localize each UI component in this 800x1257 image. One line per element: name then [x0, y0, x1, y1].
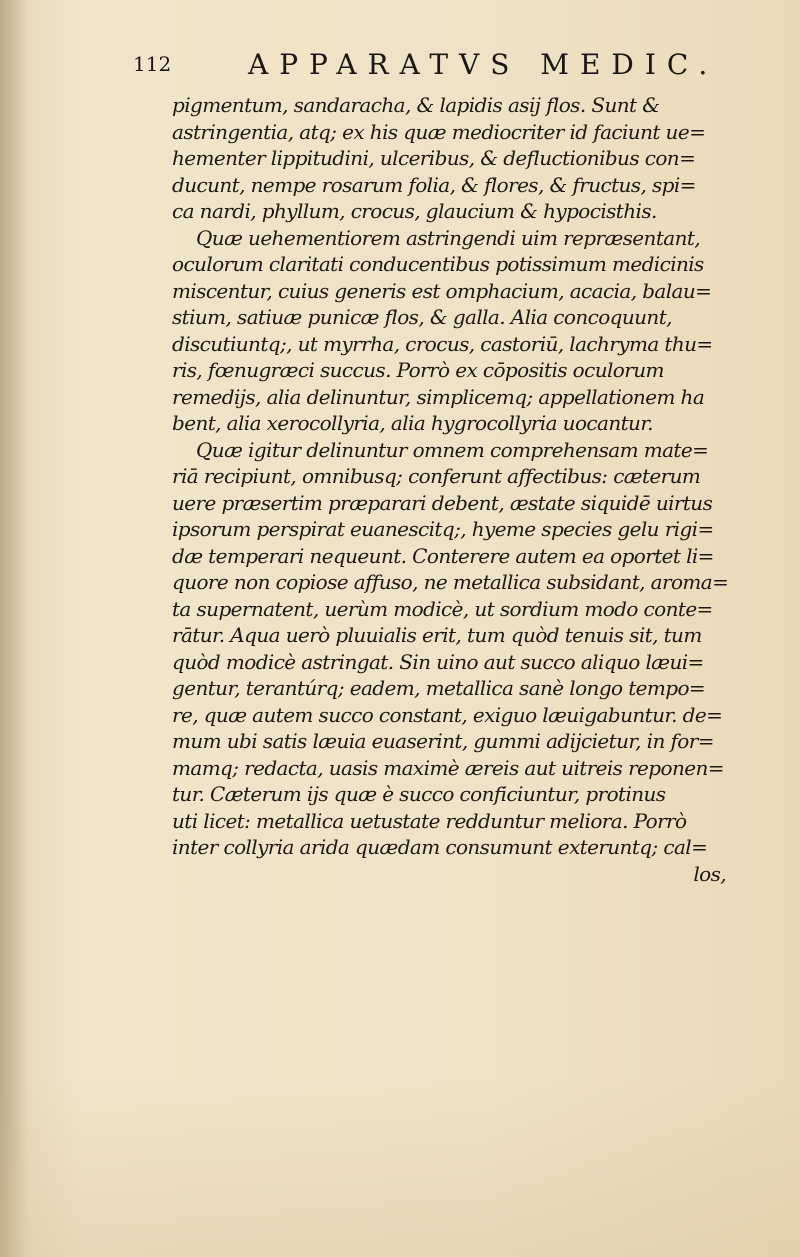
- text-line: tur. Cæterum ijs quæ è succo conficiuntur, protinus: [172, 782, 666, 806]
- text-line: ducunt, nempe rosarum folia, & flores, & fructus, spi=: [172, 172, 696, 197]
- text-line: dæ temperari nequeunt. Conterere autem ea oportet li=: [172, 543, 714, 568]
- gutter-shadow: [0, 0, 28, 1257]
- running-head: APPARATVS MEDIC.: [248, 48, 719, 81]
- text-line: riā recipiunt, omnibusq; conferunt affectibus: cæterum: [172, 464, 701, 488]
- text-line: quore non copiose affuso, ne metallica subsidant, aroma=: [172, 570, 729, 594]
- text-line: mamq; redacta, uasis maximè æreis aut uitreis reponen=: [172, 755, 724, 780]
- text-line: Quæ uehementiorem astringendi uim repræsentant,: [196, 225, 701, 250]
- text-line: ca nardi, phyllum, crocus, glaucium & hypocisthis.: [172, 199, 657, 223]
- text-line: discutiuntq;, ut myrrha, crocus, castoriū, lachryma thu=: [172, 331, 713, 356]
- text-line: remedijs, alia delinuntur, simplicemq; appellationem ha: [172, 384, 705, 409]
- text-line: inter collyria arida quædam consumunt exteruntq; cal=: [172, 835, 708, 859]
- text-line: astringentia, atq; ex his quæ mediocriter id faciunt ue=: [172, 119, 706, 144]
- text-line: rātur. Aqua uerò pluuialis erit, tum quòd tenuis sit, tum: [172, 623, 702, 647]
- text-line: mum ubi satis læuia euaserint, gummi adijcietur, in for=: [172, 729, 714, 753]
- text-line: pigmentum, sandaracha, & lapidis asij flos. Sunt &: [172, 93, 660, 117]
- text-line: ris, fœnugræci succus. Porrò ex cōpositis oculorum: [172, 358, 664, 382]
- catchword: los,: [693, 861, 726, 886]
- text-line: bent, alia xerocollyria, alia hygrocollyria uocantur.: [172, 411, 653, 435]
- text-line: ipsorum perspirat euanescitq;, hyeme species gelu rigi=: [172, 517, 714, 541]
- text-line: ta supernatent, uerùm modicè, ut sordium modo conte=: [172, 596, 713, 621]
- text-line: oculorum claritati conducentibus potissimum medicinis: [172, 252, 704, 276]
- text-line: stium, satiuæ punicæ flos, & galla. Alia concoquunt,: [172, 305, 672, 329]
- page-number: 112: [133, 52, 172, 76]
- text-line: uere præsertim præparari debent, æstate siquidē uirtus: [172, 490, 713, 515]
- text-line: miscentur, cuius generis est omphacium, acacia, balau=: [172, 278, 712, 303]
- text-line: quòd modicè astringat. Sin uino aut succo aliquo læui=: [172, 649, 704, 674]
- page-header: [0, 48, 800, 88]
- body-text: [172, 92, 744, 887]
- text-line: uti licet: metallica uetustate redduntur meliora. Porrò: [172, 808, 687, 833]
- text-line: gentur, terantúrq; eadem, metallica sanè longo tempo=: [172, 676, 706, 700]
- paper-stain: [0, 1080, 800, 1257]
- text-line: Quæ igitur delinuntur omnem comprehensam mate=: [196, 437, 709, 462]
- text-line: re, quæ autem succo constant, exiguo læuigabuntur. de=: [172, 702, 723, 727]
- text-line: hementer lippitudini, ulceribus, & defluctionibus con=: [172, 146, 696, 170]
